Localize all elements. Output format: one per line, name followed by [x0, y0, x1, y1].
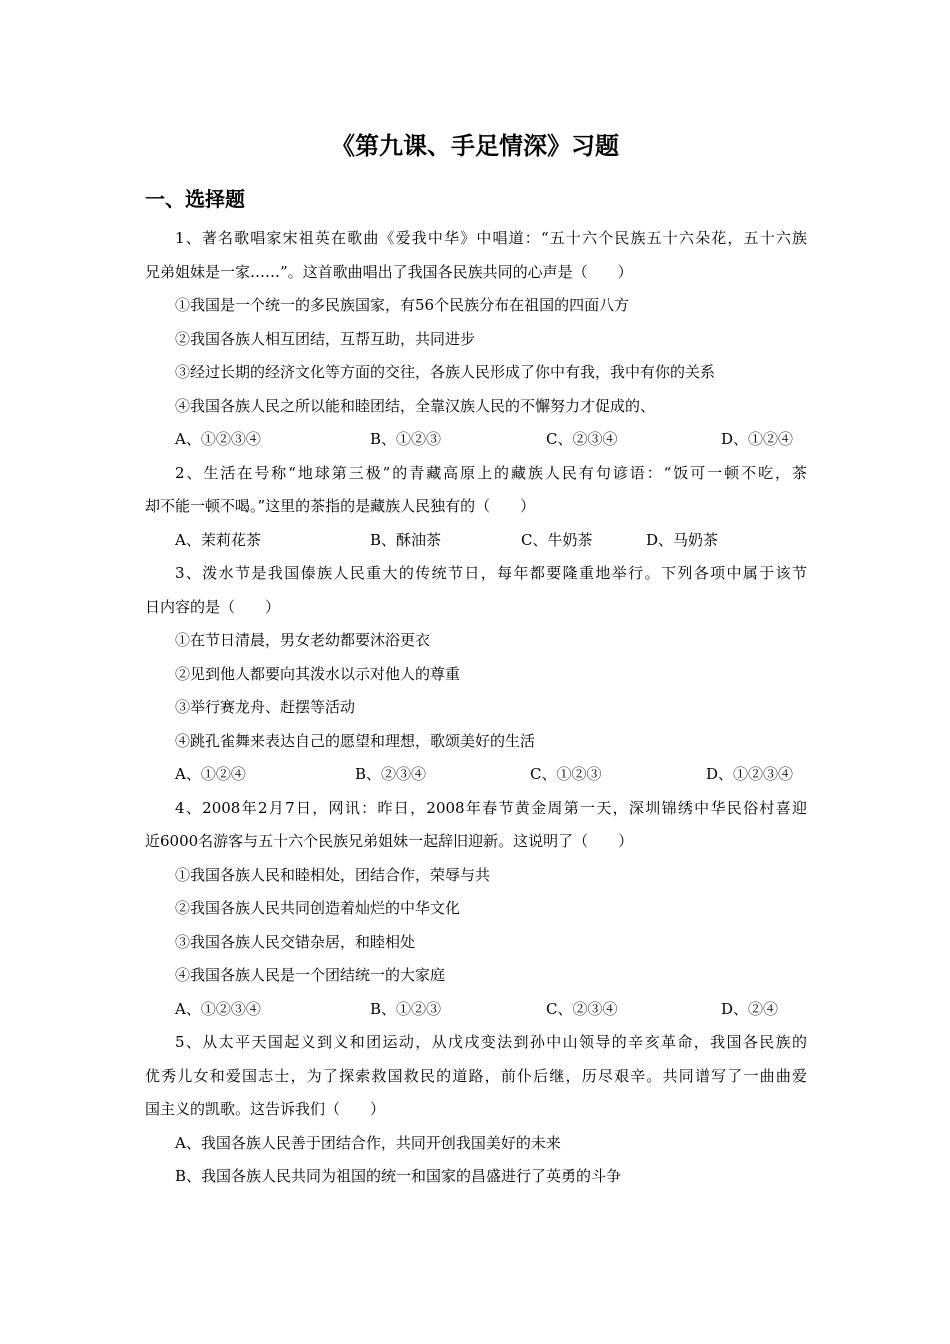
q2-option-b: B、酥油茶 [370, 530, 442, 549]
q3-option-b: B、②③④ [355, 765, 427, 783]
q2-option-c: C、牛奶茶 [521, 530, 593, 549]
q1-item-1: ①我国是一个统一的多民族国家，有56个民族分布在祖国的四面八方 [175, 296, 630, 314]
q3-option-d: D、①②③④ [706, 765, 794, 783]
q1-option-a: A、①②③④ [175, 430, 261, 448]
q5-stem-line-1: 5、从太平天国起义到义和团运动，从戊戌变法到孙中山领导的辛亥革命，我国各民族的 [175, 1033, 807, 1051]
q4-item-3: ③我国各族人民交错杂居，和睦相处 [175, 932, 416, 951]
q2-stem-line-2: 却不能一顿不喝。”这里的茶指的是藏族人民独有的（ ） [145, 497, 536, 515]
q4-option-b: B、①②③ [370, 999, 442, 1018]
page-title: 《第九课、手足情深》习题 [331, 132, 619, 160]
q1-item-3: ③经过长期的经济文化等方面的交往，各族人民形成了你中有我，我中有你的关系 [175, 363, 716, 381]
q4-item-4: ④我国各族人民是一个团结统一的大家庭 [175, 966, 446, 984]
q3-item-2: ②见到他人都要向其泼水以示对他人的尊重 [175, 664, 461, 683]
q1-option-c: C、②③④ [546, 430, 618, 448]
q1-stem-line-1: 1、著名歌唱家宋祖英在歌曲《爱我中华》中唱道：“五十六个民族五十六朵花，五十六族 [175, 229, 807, 247]
q5-option-b: B、我国各族人民共同为祖国的统一和国家的昌盛进行了英勇的斗争 [175, 1167, 622, 1185]
q1-item-2: ②我国各族人相互团结，互帮互助，共同进步 [175, 329, 476, 348]
q1-stem-line-2: 兄弟姐妹是一家……”。这首歌曲唱出了我国各民族共同的心声是（ ） [145, 262, 633, 281]
q4-item-1: ①我国各族人民和睦相处，团结合作，荣辱与共 [175, 865, 491, 884]
q4-option-c: C、②③④ [546, 999, 618, 1018]
q3-stem-line-2: 日内容的是（ ） [145, 597, 281, 616]
q4-item-2: ②我国各族人民共同创造着灿烂的中华文化 [175, 899, 461, 917]
q3-option-a: A、①②④ [175, 765, 246, 783]
q3-item-1: ①在节日清晨，男女老幼都要沐浴更衣 [175, 631, 431, 649]
q5-stem-line-2: 优秀儿女和爱国志士，为了探索救国救民的道路，前仆后继，历尽艰辛。共同谱写了一曲曲爱 [145, 1066, 807, 1085]
question-list [145, 222, 807, 1194]
q4-stem-line-2: 近6000名游客与五十六个民族兄弟姐妹一起辞旧迎新。这说明了（ ） [145, 832, 634, 850]
q4-option-a: A、①②③④ [175, 999, 261, 1018]
q3-item-3: ③举行赛龙舟、赶摆等活动 [175, 698, 356, 716]
q4-option-d: D、②④ [721, 999, 779, 1018]
q1-option-d: D、①②④ [721, 430, 794, 448]
q2-options [145, 524, 807, 558]
q3-item-4: ④跳孔雀舞来表达自己的愿望和理想，歌颂美好的生活 [175, 731, 536, 750]
q2-option-a: A、茉莉花茶 [175, 530, 261, 549]
q1-options [145, 423, 807, 457]
section-heading: 一、选择题 [145, 187, 245, 211]
q2-stem-line-1: 2、生活在号称“地球第三极”的青藏高原上的藏族人民有句谚语：“饭可一顿不吃，茶 [175, 463, 807, 482]
q5-stem-line-3: 国主义的凯歌。这告诉我们（ ） [145, 1100, 386, 1118]
q3-stem-line-1: 3、泼水节是我国傣族人民重大的传统节日，每年都要隆重地举行。下列各项中属于该节 [175, 564, 807, 582]
q2-option-d: D、马奶茶 [646, 530, 719, 549]
q3-option-c: C、①②③ [530, 765, 602, 783]
q4-stem-line-1: 4、2008年2月7日，网讯：昨日，2008年春节黄金周第一天，深圳锦绣中华民俗村喜迎 [175, 798, 807, 817]
q1-item-4: ④我国各族人民之所以能和睦团结，全靠汉族人民的不懈努力才促成的、 [175, 396, 656, 415]
q4-options [145, 993, 807, 1027]
q1-option-b: B、①②③ [370, 430, 442, 448]
q3-options [145, 758, 807, 792]
q5-option-a: A、我国各族人民善于团结合作，共同开创我国美好的未来 [175, 1133, 561, 1152]
